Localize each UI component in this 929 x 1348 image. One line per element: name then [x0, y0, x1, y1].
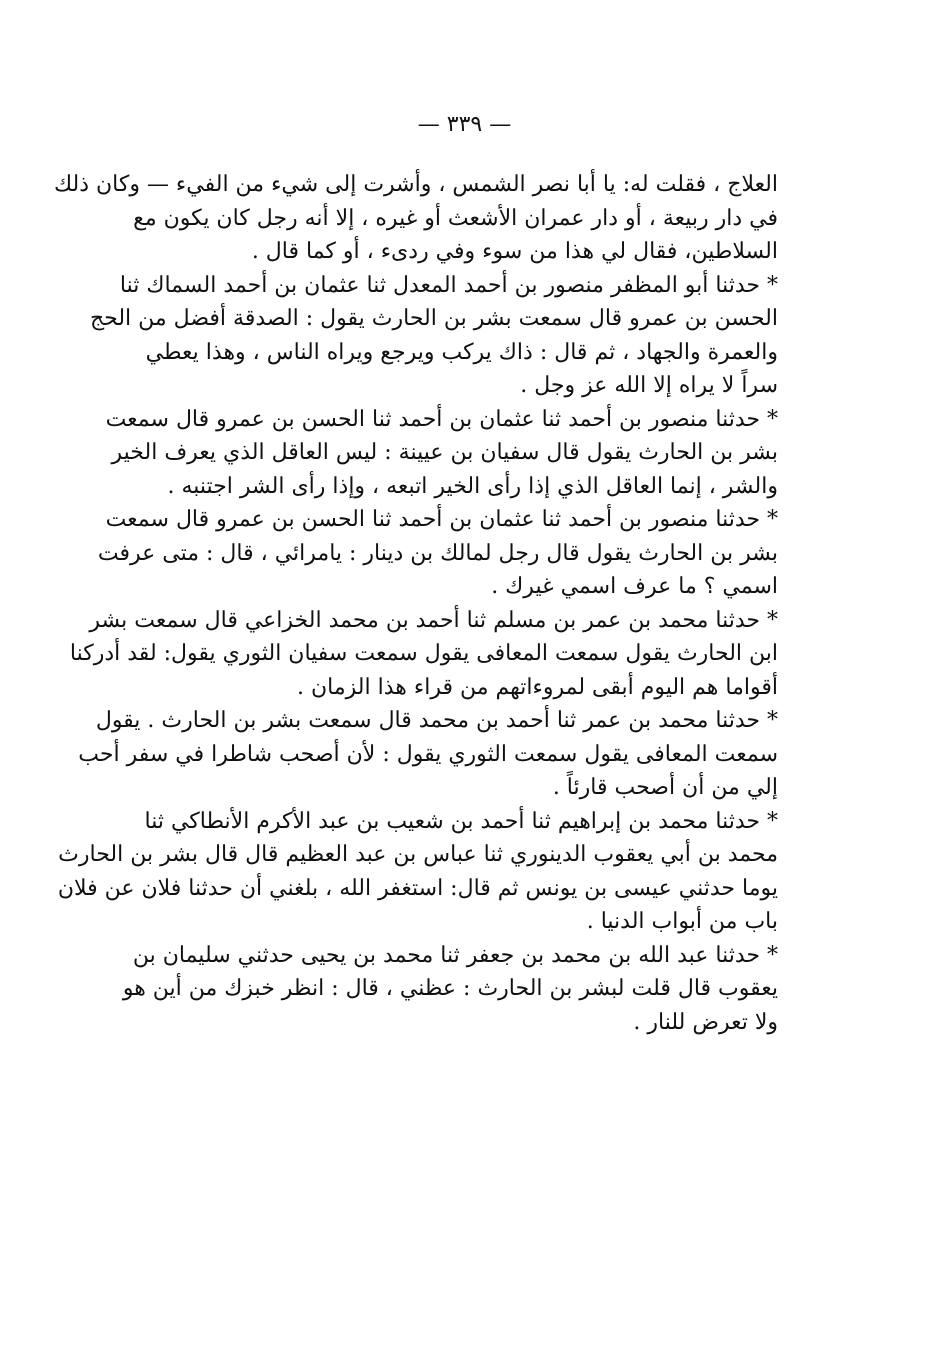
body-text: [53, 168, 778, 1039]
text-line: * حدثنا عبد الله بن محمد بن جعفر ثنا محمد بن يحيى حدثني سليمان بن: [132, 942, 778, 968]
text-line: * حدثنا أبو المظفر منصور بن أحمد المعدل ثنا عثمان بن أحمد السماك ثنا: [119, 272, 778, 298]
text-line: يوما حدثني عيسى بن يونس ثم قال: استغفر الله ، بلغني أن حدثنا فلان عن فلان: [57, 875, 778, 901]
text-line: سمعت المعافى يقول سمعت الثوري يقول : لأن أصحب شاطرا في سفر أحب: [78, 741, 778, 767]
text-line: العلاج ، فقلت له: يا أبا نصر الشمس ، وأشرت إلى شيء من الفيء — وكان ذلك: [53, 172, 778, 197]
text-line: يعقوب قال قلت لبشر بن الحارث : عظني ، قال : انظر خبزك من أين هو: [122, 976, 778, 1001]
text-line: محمد بن أبي يعقوب الدينوري ثنا عباس بن عبد العظيم قال قال بشر بن الحارث: [58, 842, 778, 867]
text-line: ولا تعرض للنار .: [633, 1009, 778, 1035]
text-line: * حدثنا محمد بن عمر ثنا أحمد بن محمد قال سمعت بشر بن الحارث . يقول: [95, 708, 778, 733]
text-line: والعمرة والجهاد ، ثم قال : ذاك يركب ويرجع ويراه الناس ، وهذا يعطي: [145, 339, 778, 365]
text-line: * حدثنا منصور بن أحمد ثنا عثمان بن أحمد ثنا الحسن بن عمرو قال سمعت: [105, 406, 778, 432]
paragraph-8: [122, 939, 778, 1040]
text-line: ابن الحارث يقول سمعت المعافى يقول سمعت سفيان الثوري يقول: لقد أدركنا: [69, 641, 778, 666]
text-line: أقواما هم اليوم أبقى لمروءاتهم من قراء هذا الزمان .: [297, 674, 778, 700]
text-line: السلاطين، فقال لي هذا من سوء وفي ردىء ، أو كما قال .: [251, 239, 778, 264]
paragraph-6: [78, 704, 778, 805]
text-line: إلي من أن أصحب قارئاً .: [552, 775, 778, 800]
paragraph-5: [69, 604, 778, 705]
paragraph-7: [57, 805, 778, 939]
text-line: * حدثنا محمد بن عمر بن مسلم ثنا أحمد بن محمد الخزاعي قال سمعت بشر: [89, 607, 778, 633]
text-line: * حدثنا محمد بن إبراهيم ثنا أحمد بن شعيب بن عبد الأكرم الأنطاكي ثنا: [144, 808, 778, 834]
text-line: اسمي ؟ ما عرف اسمي غيرك .: [491, 574, 778, 599]
paragraph-3: [105, 403, 778, 504]
text-line: * حدثنا منصور بن أحمد ثنا عثمان بن أحمد ثنا الحسن بن عمرو قال سمعت: [105, 507, 778, 532]
text-line: في دار ربيعة ، أو دار عمران الأشعث أو غيره ، إلا أنه رجل كان يكون مع: [133, 205, 778, 231]
paragraph-1: [53, 168, 778, 269]
text-line: والشر ، إنما العاقل الذي إذا رأى الخير اتبعه ، وإذا رأى الشر اجتنبه .: [167, 473, 778, 499]
text-line: بشر بن الحارث يقول قال رجل لمالك بن دينار : يامرائي ، قال : متى عرفت: [97, 540, 778, 566]
text-line: بشر بن الحارث يقول قال سفيان بن عيينة : ليس العاقل الذي يعرف الخير: [111, 440, 778, 465]
text-line: الحسن بن عمرو قال سمعت بشر بن الحارث يقول : الصدقة أفضل من الحج: [89, 306, 778, 331]
page-number: — ٣٣٩ —: [417, 112, 512, 137]
paragraph-4: [97, 503, 778, 604]
text-line: سراً لا يراه إلا الله عز وجل .: [520, 373, 778, 398]
paragraph-2: [89, 269, 778, 403]
text-line: باب من أبواب الدنيا .: [586, 909, 778, 934]
